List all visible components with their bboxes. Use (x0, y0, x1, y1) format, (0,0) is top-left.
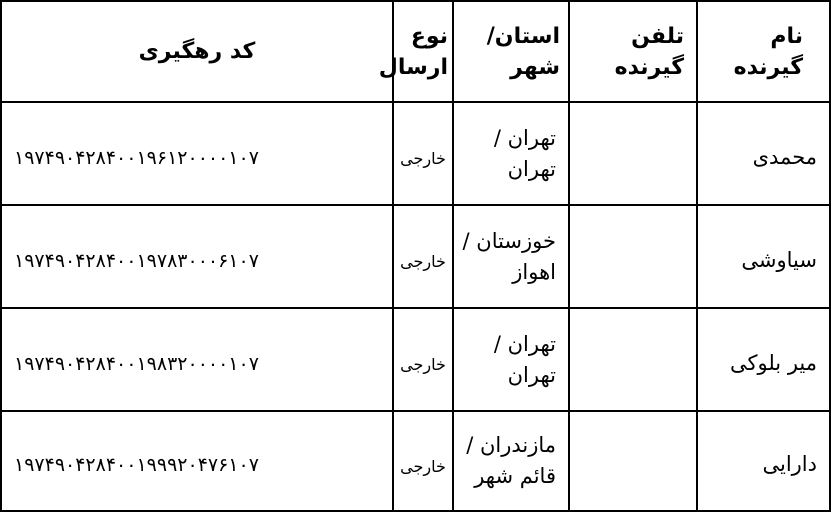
header-province-line1: استان/ (486, 23, 560, 49)
city: قائم شهر (474, 464, 556, 488)
header-recipient-name (697, 1, 830, 102)
header-type-line2: ارسال (378, 54, 448, 80)
province-city (453, 205, 569, 308)
shipping-type: خارجی (393, 411, 453, 511)
tracking-code: ۱۹۷۴۹۰۴۲۸۴۰۰۱۹۹۹۲۰۴۷۶۱۰۷ (1, 411, 393, 511)
province: تهران / (493, 125, 556, 150)
city: تهران (507, 362, 556, 387)
shipping-type: خارجی (393, 308, 453, 411)
header-shipping-type (378, 1, 453, 102)
tracking-code: ۱۹۷۴۹۰۴۲۸۴۰۰۱۹۸۳۲۰۰۰۰۱۰۷ (1, 308, 393, 411)
recipient-name: سیاوشی (697, 205, 830, 308)
city: اهواز (512, 259, 556, 284)
province-city (453, 411, 569, 511)
province: مازندران / (466, 433, 556, 457)
recipient-phone (569, 205, 697, 308)
header-name-line2: گیرنده (733, 54, 803, 80)
header-phone-line2: گیرنده (614, 54, 684, 80)
header-name-line1: نام (770, 23, 803, 49)
city: تهران (507, 156, 556, 181)
recipient-phone (569, 102, 697, 205)
table-row (1, 411, 830, 511)
shipping-type: خارجی (393, 205, 453, 308)
header-type-line1: نوع (410, 23, 448, 49)
header-row (1, 1, 830, 102)
province: تهران / (493, 331, 556, 356)
recipient-name: دارایی (697, 411, 830, 511)
header-province-line2: شهر (510, 54, 560, 80)
recipient-name: محمدی (697, 102, 830, 205)
header-recipient-phone (569, 1, 697, 102)
province-city (453, 102, 569, 205)
shipping-type: خارجی (393, 102, 453, 205)
table-row (1, 205, 830, 308)
recipient-phone (569, 308, 697, 411)
recipient-name: میر بلوکی (697, 308, 830, 411)
recipient-phone (569, 411, 697, 511)
province: خوزستان / (462, 228, 556, 253)
tracking-code: ۱۹۷۴۹۰۴۲۸۴۰۰۱۹۶۱۲۰۰۰۰۱۰۷ (1, 102, 393, 205)
table-row (1, 102, 830, 205)
province-city (453, 308, 569, 411)
header-province-city (453, 1, 569, 102)
tracking-code: ۱۹۷۴۹۰۴۲۸۴۰۰۱۹۷۸۳۰۰۰۶۱۰۷ (1, 205, 393, 308)
table-row (1, 308, 830, 411)
header-tracking-code: کد رهگیری (1, 1, 393, 102)
header-phone-line1: تلفن (631, 23, 684, 49)
